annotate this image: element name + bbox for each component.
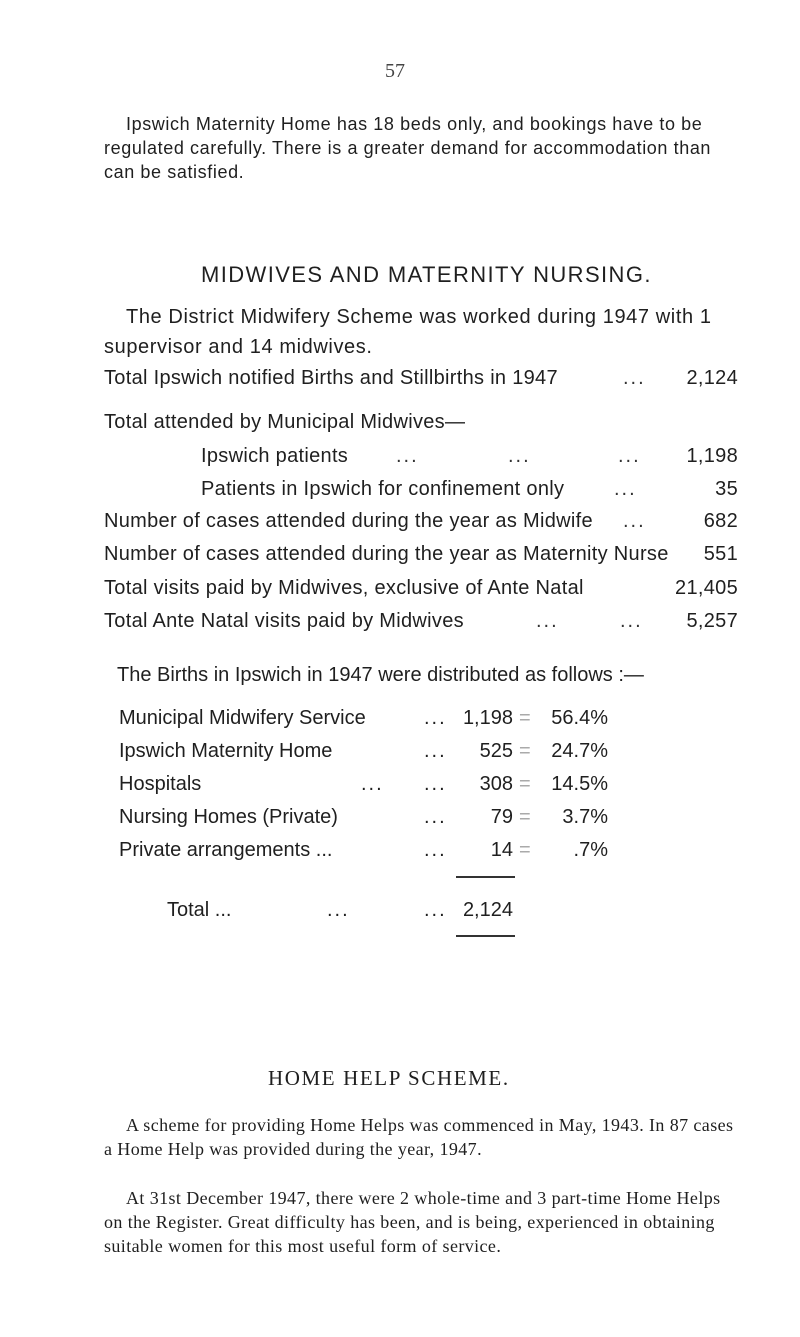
- leader-dots: ...: [618, 445, 641, 467]
- equals-sign: =: [519, 839, 531, 861]
- stat-value: 2,124: [686, 367, 738, 389]
- stat-label: Patients in Ipswich for confinement only: [201, 478, 565, 500]
- stat-label: Ipswich patients: [201, 445, 349, 467]
- stat-label: Number of cases attended during the year as Maternity Nurse: [104, 543, 669, 565]
- equals-sign: =: [519, 707, 531, 729]
- distribution-percent: 3.7%: [562, 806, 608, 828]
- distribution-percent: 56.4%: [551, 707, 608, 729]
- distribution-count: 79: [490, 806, 513, 828]
- leader-dots: ...: [508, 445, 531, 467]
- distribution-row: [0, 806, 800, 840]
- midwives-heading: MIDWIVES AND MATERNITY NURSING.: [201, 262, 652, 287]
- distribution-percent: 14.5%: [551, 773, 608, 795]
- leader-dots: ...: [536, 610, 559, 632]
- stat-row: [0, 367, 800, 401]
- leader-dots: ...: [623, 510, 646, 532]
- home-help-paragraph-1: A scheme for providing Home Helps was commenced in May, 1943. In 87 cases a Home Help was provided during the year, 1947.: [104, 1115, 734, 1159]
- leader-dots: ...: [361, 773, 384, 795]
- distribution-row: [0, 707, 800, 741]
- distribution-percent: .7%: [573, 839, 608, 861]
- equals-sign: =: [519, 773, 531, 795]
- distribution-intro: The Births in Ipswich in 1947 were distributed as follows :—: [117, 664, 644, 686]
- stat-value: 1,198: [686, 445, 738, 467]
- distribution-label: Nursing Homes (Private): [119, 806, 338, 828]
- leader-dots: ...: [396, 445, 419, 467]
- leader-dots: ...: [424, 740, 447, 762]
- stat-value: 551: [703, 543, 738, 565]
- stat-row: [0, 577, 800, 611]
- total-rule-top: [456, 876, 515, 878]
- equals-sign: =: [519, 806, 531, 828]
- leader-dots: ...: [614, 478, 637, 500]
- stat-row: [0, 610, 800, 644]
- stat-row: [0, 478, 800, 512]
- distribution-percent: 24.7%: [551, 740, 608, 762]
- intro-paragraph: Ipswich Maternity Home has 18 beds only, and bookings have to be regulated carefully. There is a greater demand for accommodation than can be satisfied.: [104, 114, 712, 182]
- leader-dots: ...: [424, 806, 447, 828]
- distribution-label: Ipswich Maternity Home: [119, 740, 333, 762]
- stat-row: [0, 411, 800, 445]
- distribution-row: [0, 773, 800, 807]
- distribution-row: [0, 740, 800, 774]
- stat-value: 682: [703, 510, 738, 532]
- distribution-row: [0, 839, 800, 873]
- leader-dots: ...: [623, 367, 646, 389]
- stat-label: Total visits paid by Midwives, exclusive of Ante Natal: [104, 577, 584, 599]
- stat-row: [0, 543, 800, 577]
- distribution-count: 14: [490, 839, 513, 861]
- distribution-total-row: [0, 899, 800, 933]
- stat-label: Total Ipswich notified Births and Stillbirths in 1947: [104, 367, 558, 389]
- distribution-label: Private arrangements ...: [119, 839, 333, 861]
- distribution-label: Municipal Midwifery Service: [119, 707, 366, 729]
- distribution-count: 1,198: [462, 707, 513, 729]
- leader-dots: ...: [424, 899, 447, 921]
- total-rule-bottom: [456, 935, 515, 937]
- scheme-paragraph: The District Midwifery Scheme was worked during 1947 with 1 supervisor and 14 midwives.: [104, 306, 712, 358]
- total-label: Total ...: [167, 899, 232, 921]
- equals-sign: =: [519, 740, 531, 762]
- total-value: 2,124: [462, 899, 513, 921]
- stat-label: Total Ante Natal visits paid by Midwives: [104, 610, 464, 632]
- stat-row: [0, 445, 800, 479]
- distribution-count: 525: [479, 740, 513, 762]
- page-number: 57: [385, 60, 405, 82]
- distribution-count: 308: [479, 773, 513, 795]
- stat-value: 21,405: [675, 577, 738, 599]
- stat-value: 35: [715, 478, 738, 500]
- leader-dots: ...: [424, 773, 447, 795]
- leader-dots: ...: [424, 707, 447, 729]
- leader-dots: ...: [327, 899, 350, 921]
- home-help-paragraph-2: At 31st December 1947, there were 2 whole-time and 3 part-time Home Helps on the Register. Great difficulty has been, and is being, experienced in obtaining suitable women for this most useful form of service.: [104, 1188, 721, 1256]
- stat-row: [0, 510, 800, 544]
- stat-value: 5,257: [686, 610, 738, 632]
- leader-dots: ...: [620, 610, 643, 632]
- stat-label: Number of cases attended during the year as Midwife: [104, 510, 593, 532]
- leader-dots: ...: [424, 839, 447, 861]
- distribution-label: Hospitals: [119, 773, 202, 795]
- home-help-heading: HOME HELP SCHEME.: [268, 1066, 510, 1090]
- stat-label: Total attended by Municipal Midwives—: [104, 411, 466, 433]
